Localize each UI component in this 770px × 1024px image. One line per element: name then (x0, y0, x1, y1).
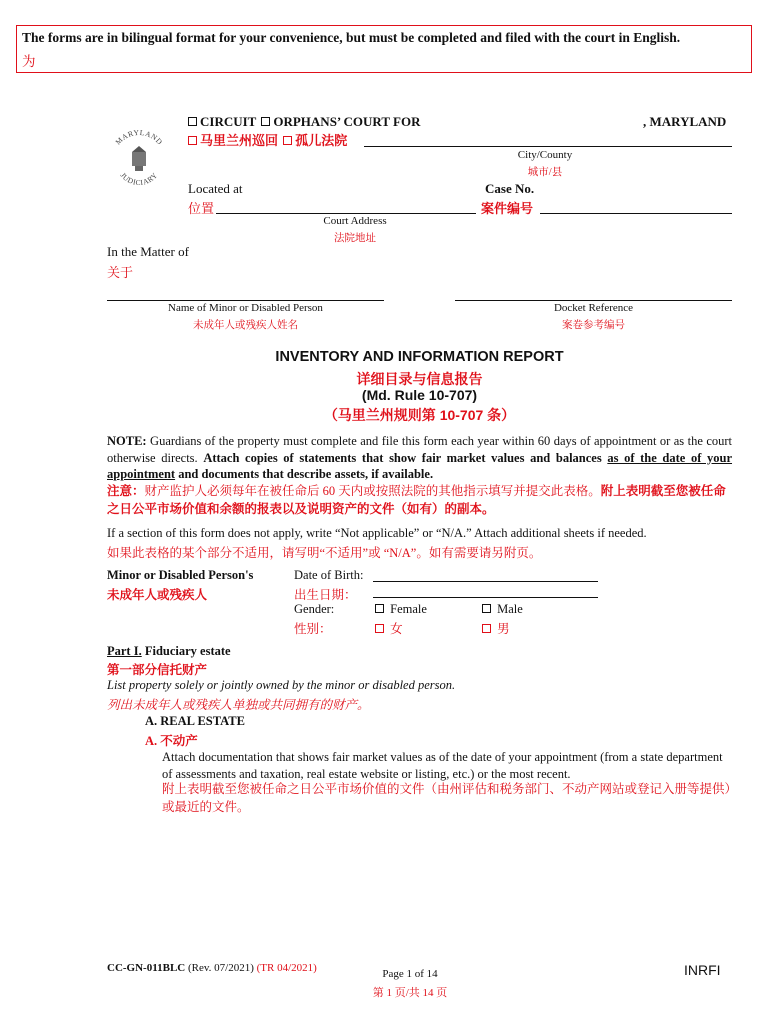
real-estate-instructions-cn: 附上表明截至您被任命之日公平市场价值的文件（由州评估和税务部门、不动产网站或登记入册等提供）或最近的文件。 (162, 782, 731, 814)
person-name-label: Name of Minor or Disabled Person (168, 302, 323, 314)
svg-text:JUDICIARY: JUDICIARY (118, 170, 160, 188)
gender-label-cn: 性别： (294, 622, 332, 636)
female-option-cn[interactable]: 女 (375, 619, 403, 637)
court-address-label-cn: 法院地址 (334, 233, 376, 244)
person-name-label-cn: 未成年人或残疾人姓名 (193, 320, 298, 331)
court-address-label: Court Address (323, 215, 387, 227)
not-applicable-note: If a section of this form does not apply, write “Not applicable” or “N/A.” Attach additional sheets if needed. (107, 526, 647, 540)
docket-label-cn: 案卷参考编号 (562, 320, 625, 331)
real-estate-instructions: Attach documentation that shows fair market values as of the date of your appointment (from a state department of assessments and taxation, real estate website or listing, etc.) or the most recent. (162, 750, 723, 781)
matter-label-cn: 关于 (107, 265, 134, 280)
part1-instruction-cn: 列出未成年人或残疾人单独或共同拥有的财产。 (107, 698, 370, 712)
orphans-court-checkbox[interactable] (261, 117, 270, 126)
circuit-checkbox[interactable] (188, 117, 197, 126)
person-name-field[interactable] (107, 300, 384, 301)
banner-english-text: The forms are in bilingual format for your convenience, but must be completed and filed with the court in English. (22, 30, 681, 45)
court-type-line-cn: 马里兰州巡回 孤儿法院 (188, 130, 347, 149)
rule-reference-cn: （马里兰州规则第 10-707 条） (323, 407, 516, 423)
female-option[interactable]: Female (375, 602, 427, 617)
dob-label-cn: 出生日期： (294, 588, 357, 602)
gender-label: Gender: (294, 602, 335, 616)
docket-field[interactable] (455, 300, 732, 301)
located-at-label-cn: 位置 (188, 201, 215, 216)
case-no-label-cn: 案件编号 (481, 201, 534, 216)
page-number-cn: 第 1 页/共 14 页 (372, 987, 448, 999)
person-heading-cn: 未成年人或残疾人 (107, 588, 208, 602)
dob-field-cn[interactable] (373, 597, 598, 598)
svg-text:MARYLAND: MARYLAND (113, 127, 165, 147)
dob-label: Date of Birth: (294, 568, 364, 582)
real-estate-heading-cn: A. 不动产 (145, 734, 198, 748)
banner-chinese-text: 为 (22, 54, 36, 69)
form-title: INVENTORY AND INFORMATION REPORT (275, 349, 564, 365)
docket-label: Docket Reference (553, 302, 634, 314)
part1-heading: Part I. Fiduciary estate (107, 644, 231, 658)
male-checkbox[interactable] (482, 604, 491, 613)
real-estate-heading: A. REAL ESTATE (145, 714, 245, 728)
court-address-field[interactable] (216, 213, 476, 214)
form-id-footer: CC-GN-011BLC (Rev. 07/2021) (TR 04/2021) (107, 962, 317, 974)
dob-field[interactable] (373, 581, 598, 582)
part1-heading-cn: 第一部分信托财产 (107, 663, 208, 677)
rule-reference: (Md. Rule 10-707) (361, 387, 478, 403)
female-checkbox-cn[interactable] (375, 624, 384, 633)
court-type-line: CIRCUIT ORPHANS’ COURT FOR (188, 114, 420, 130)
circuit-checkbox-cn[interactable] (188, 136, 197, 145)
city-county-label-cn: 城市/县 (527, 167, 563, 178)
page-number: Page 1 of 14 (382, 968, 438, 980)
maryland-judiciary-seal-icon (106, 126, 172, 192)
county-field[interactable] (364, 146, 732, 147)
located-at-label: Located at (188, 181, 243, 196)
city-county-label: City/County (517, 149, 573, 161)
male-checkbox-cn[interactable] (482, 624, 491, 633)
matter-label: In the Matter of (107, 244, 189, 259)
not-applicable-note-cn: 如果此表格的某个部分不适用，请写明“不适用”或 “N/A”。如有需要请另附页。 (107, 546, 542, 560)
form-code: INRFI (684, 962, 721, 978)
case-no-label: Case No. (485, 181, 535, 196)
male-option[interactable]: Male (482, 602, 523, 617)
maryland-label: , MARYLAND (643, 114, 727, 129)
person-heading: Minor or Disabled Person's (107, 568, 254, 582)
case-no-field[interactable] (540, 213, 732, 214)
note-paragraph: NOTE: Guardians of the property must complete and file this form each year within 60 days of appointment or as the court otherwise directs. Attach copies of statements that show fair market values and balances as of the date of your appointment and documents that describe assets, if available. (107, 434, 733, 481)
language-banner (16, 25, 752, 73)
form-title-cn: 详细目录与信息报告 (356, 371, 483, 387)
part1-instruction: List property solely or jointly owned by the minor or disabled person. (107, 678, 456, 692)
note-paragraph-cn: 注意：财产监护人必须每年在被任命后 60 天内或按照法院的其他指示填写并提交此表格。附上表明截至您被任命之日公平市场价值和余额的报表以及说明资产的文件（如有）的副本。 (107, 484, 726, 516)
male-option-cn[interactable]: 男 (482, 619, 510, 637)
female-checkbox[interactable] (375, 604, 384, 613)
orphans-court-checkbox-cn[interactable] (283, 136, 292, 145)
